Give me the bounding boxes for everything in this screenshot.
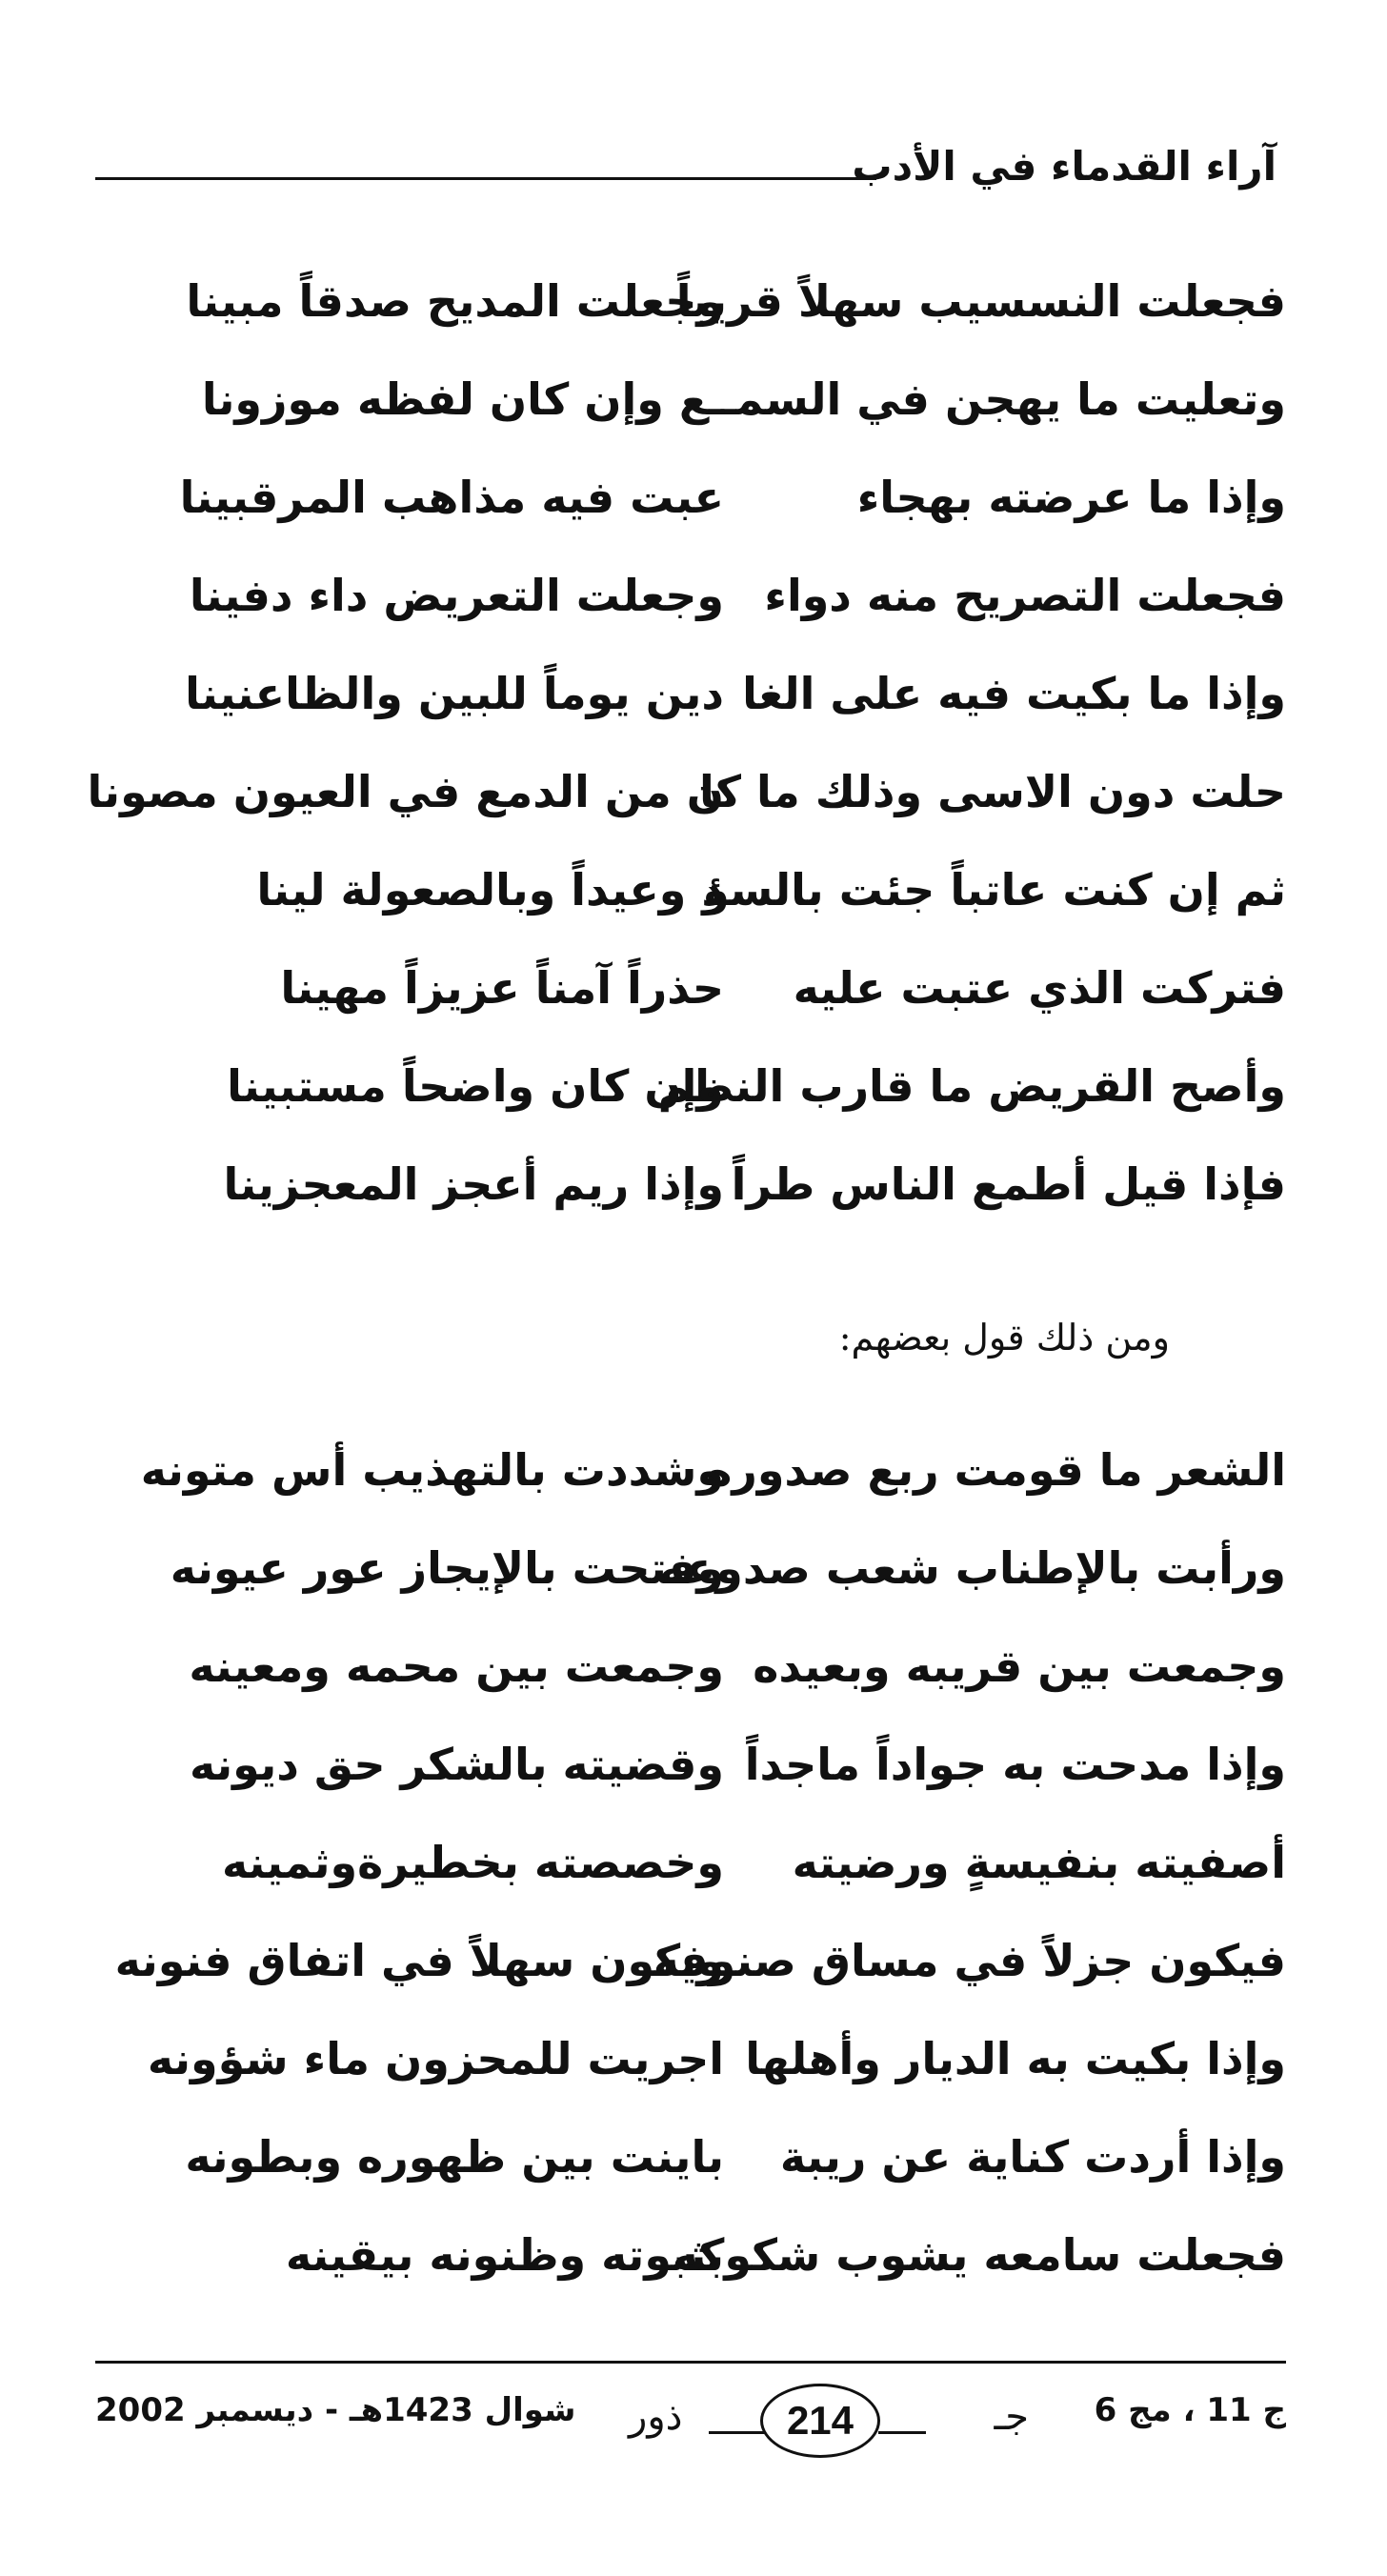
verse-row: [95, 2225, 1286, 2324]
verse-second-hemistich: وإن كان واضحاً مستبينا: [227, 1060, 724, 1112]
verse-row: [95, 1735, 1286, 1833]
verse-second-hemistich: د وعيداً وبالصعولة لينا: [256, 864, 724, 916]
verse-row: [95, 860, 1286, 958]
verse-row: [87, 762, 1286, 860]
verse-first-hemistich: وإذا بكيت به الديار وأهلها: [745, 2033, 1286, 2084]
page-footer: [95, 2382, 1286, 2467]
verse-first-hemistich: وإذا ما بكيت فيه على الغا: [742, 668, 1286, 719]
journal-name: [629, 2382, 1029, 2458]
verse-first-hemistich: ثم إن كنت عاتباً جئت بالسؤ: [702, 864, 1286, 916]
verse-row: [95, 1155, 1286, 1253]
journal-tatweel-right: [878, 2431, 926, 2434]
verse-second-hemistich: باينت بين ظهوره وبطونه: [185, 2131, 724, 2183]
verse-second-hemistich: ن من الدمع في العيون مصونا: [87, 766, 724, 817]
verse-first-hemistich: وإذا أردت كناية عن ريبة: [779, 2131, 1286, 2183]
verse-row: [95, 272, 1286, 370]
verse-second-hemistich: وجمعت بين محمه ومعينه: [189, 1640, 724, 1692]
verse-second-hemistich: وشددت بالتهذيب أس متونه: [140, 1444, 724, 1496]
verse-first-hemistich: فجعلت النسسيب سهلاً قريباً: [675, 275, 1286, 327]
journal-name-right: جـ: [994, 2395, 1029, 2439]
verse-second-hemistich: وفتحت بالإيجاز عور عيونه: [170, 1542, 724, 1594]
verse-second-hemistich: وخصصته بخطيرةوثمينه: [221, 1837, 724, 1888]
header-rule: [95, 177, 876, 180]
verse-row: [95, 370, 1286, 468]
verse-first-hemistich: حلت دون الاسى وذلك ما كا: [698, 766, 1286, 817]
issue-number: ج 11 ، مج 6: [1094, 2391, 1286, 2429]
verse-second-hemistich: وجعلت التعريض داء دفينا: [189, 570, 724, 621]
verse-row: [95, 468, 1286, 566]
verse-row: [95, 1539, 1286, 1637]
verse-row: [95, 2029, 1286, 2127]
verse-first-hemistich: فجعلت التصريح منه دواء: [764, 570, 1286, 621]
verse-first-hemistich: وجمعت بين قريبه وبعيده: [753, 1640, 1286, 1692]
verse-row: [95, 1931, 1286, 2029]
verse-second-hemistich: وإذا ريم أعجز المعجزينا: [223, 1158, 724, 1210]
verse-first-hemistich: فجعلت سامعه يشوب شكوكه: [672, 2229, 1286, 2281]
verse-second-hemistich: حذراً آمناً عزيزاً مهينا: [280, 962, 724, 1014]
journal-tatweel-left: [709, 2431, 766, 2434]
verse-row: [95, 1440, 1286, 1539]
page-number: 214: [760, 2384, 880, 2458]
verse-second-hemistich: دين يوماً للبين والظاعنينا: [185, 668, 724, 719]
verse-first-hemistich: وإذا ما عرضته بهجاء: [856, 472, 1286, 523]
verse-second-hemistich: ـع وإن كان لفظه موزونا: [201, 373, 724, 425]
verse-row: [95, 1833, 1286, 1931]
verse-first-hemistich: أصفيته بنفيسةٍ ورضيته: [792, 1837, 1286, 1888]
verse-second-hemistich: بثبوته وظنونه بيقينه: [285, 2229, 724, 2281]
verse-second-hemistich: اجريت للمحزون ماء شؤونه: [147, 2033, 724, 2084]
running-header: [95, 135, 1276, 202]
verse-second-hemistich: وقضيته بالشكر حق ديونه: [189, 1739, 724, 1790]
verse-first-hemistich: ورأبت بالإطناب شعب صدوعه: [658, 1542, 1286, 1594]
verse-first-hemistich: فإذا قيل أطمع الناس طراً: [731, 1158, 1286, 1210]
verse-second-hemistich: ويكون سهلاً في اتفاق فنونه: [114, 1935, 724, 1986]
running-header-title: آراء القدماء في الأدب: [852, 143, 1276, 190]
journal-name-left: ذور: [629, 2395, 683, 2439]
verse-row: [95, 566, 1286, 664]
poem-block-2: [95, 1440, 1286, 2324]
verse-row: [95, 2127, 1286, 2225]
verse-row: [95, 1637, 1286, 1735]
footer-rule: [95, 2361, 1286, 2364]
verse-row: [95, 958, 1286, 1057]
verse-second-hemistich: وجعلت المديح صدقاً مبينا: [186, 275, 724, 327]
poem-block-1: [87, 272, 1286, 1253]
issue-date: شوال 1423هـ - ديسمبر 2002: [95, 2391, 576, 2429]
verse-first-hemistich: وإذا مدحت به جواداً ماجداً: [744, 1739, 1286, 1790]
poem-intro-line: ومن ذلك قول بعضهم:: [838, 1317, 1170, 1358]
verse-first-hemistich: الشعر ما قومت ربع صدوره: [706, 1444, 1286, 1496]
verse-row: [95, 1057, 1286, 1155]
verse-row: [95, 664, 1286, 762]
verse-second-hemistich: عبت فيه مذاهب المرقبينا: [179, 472, 724, 523]
verse-first-hemistich: وتعليت ما يهجن في السمـ: [720, 373, 1286, 425]
verse-first-hemistich: فيكون جزلاً في مساق صنوفه: [653, 1935, 1286, 1986]
verse-first-hemistich: وأصح القريض ما قارب النظم: [657, 1060, 1286, 1112]
verse-first-hemistich: فتركت الذي عتبت عليه: [793, 962, 1286, 1014]
